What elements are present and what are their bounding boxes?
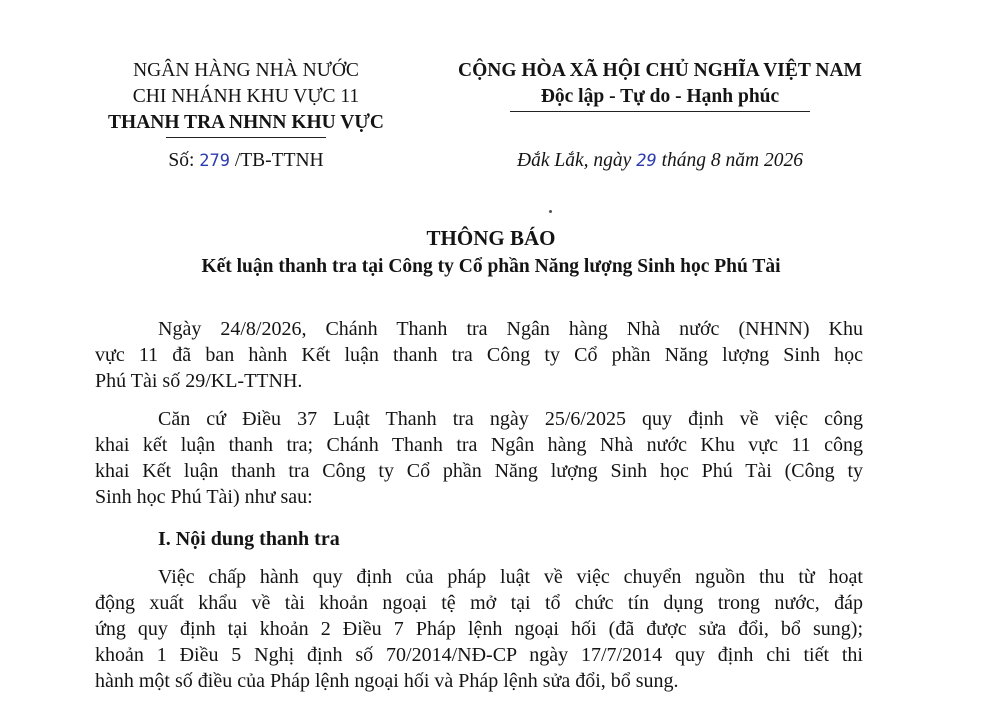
paragraph-line: vực 11 đã ban hành Kết luận thanh tra Công ty Cổ phần Năng lượng Sinh học: [95, 344, 863, 366]
place-date-handwritten-day: 29: [636, 151, 657, 171]
paragraph-3: [95, 564, 863, 694]
document-title: THÔNG BÁO: [426, 226, 556, 250]
document-number: [78, 150, 414, 172]
national-motto: Độc lập - Tự do - Hạnh phúc: [540, 86, 780, 107]
paragraph-line: Phú Tài số 29/KL-TTNH.: [95, 370, 303, 392]
paragraph-line: Việc chấp hành quy định của pháp luật về việc chuyển nguồn thu từ hoạt: [158, 566, 863, 588]
section-heading: I. Nội dung thanh tra: [158, 528, 340, 550]
agency-line-2: CHI NHÁNH KHU VỰC 11: [132, 86, 360, 107]
paragraph-line: Ngày 24/8/2026, Chánh Thanh tra Ngân hàng Nhà nước (NHNN) Khu: [158, 318, 863, 340]
doc-number-handwritten: 279: [199, 151, 230, 171]
doc-number-prefix: Số:: [168, 150, 195, 171]
scan-speck: [549, 210, 552, 213]
place-date-before: Đắk Lắk, ngày: [517, 150, 632, 171]
doc-number-suffix: /TB-TTNH: [234, 150, 324, 171]
agency-line-3: THANH TRA NHNN KHU VỰC: [108, 112, 384, 133]
motto-underline: [510, 111, 810, 112]
paragraph-line: khai Kết luận thanh tra Công ty Cổ phần Năng lượng Sinh học Phú Tài (Công ty: [95, 460, 863, 482]
place-and-date: [418, 150, 902, 172]
country-name: CỘNG HÒA XÃ HỘI CHỦ NGHĨA VIỆT NAM: [458, 60, 862, 81]
paragraph-line: ứng quy định tại khoản 2 Điều 7 Pháp lệnh ngoại hối (đã được sửa đổi, bổ sung);: [95, 618, 863, 640]
paragraph-line: khai kết luận thanh tra; Chánh Thanh tra Ngân hàng Nhà nước Khu vực 11 công: [95, 434, 863, 456]
agency-line-1: NGÂN HÀNG NHÀ NƯỚC: [133, 60, 359, 81]
paragraph-1: [95, 316, 863, 394]
paragraph-2: [95, 406, 863, 510]
paragraph-line: động xuất khẩu về tài khoản ngoại tệ mở tại tổ chức tín dụng trong nước, đáp: [95, 592, 863, 614]
issuing-agency-block: [78, 58, 414, 138]
paragraph-line: hành một số điều của Pháp lệnh ngoại hối và Pháp lệnh sửa đổi, bổ sung.: [95, 670, 679, 692]
paragraph-line: Căn cứ Điều 37 Luật Thanh tra ngày 25/6/2025 quy định về việc công: [158, 408, 863, 430]
document-subtitle: Kết luận thanh tra tại Công ty Cổ phần Năng lượng Sinh học Phú Tài: [201, 256, 781, 277]
place-date-after: tháng 8 năm 2026: [661, 150, 803, 171]
national-header-block: [418, 58, 902, 112]
agency-underline: [166, 137, 326, 138]
paragraph-line: khoản 1 Điều 5 Nghị định số 70/2014/NĐ-CP ngày 17/7/2014 quy định chi tiết thi: [95, 644, 863, 666]
paragraph-line: Sinh học Phú Tài) như sau:: [95, 486, 313, 508]
